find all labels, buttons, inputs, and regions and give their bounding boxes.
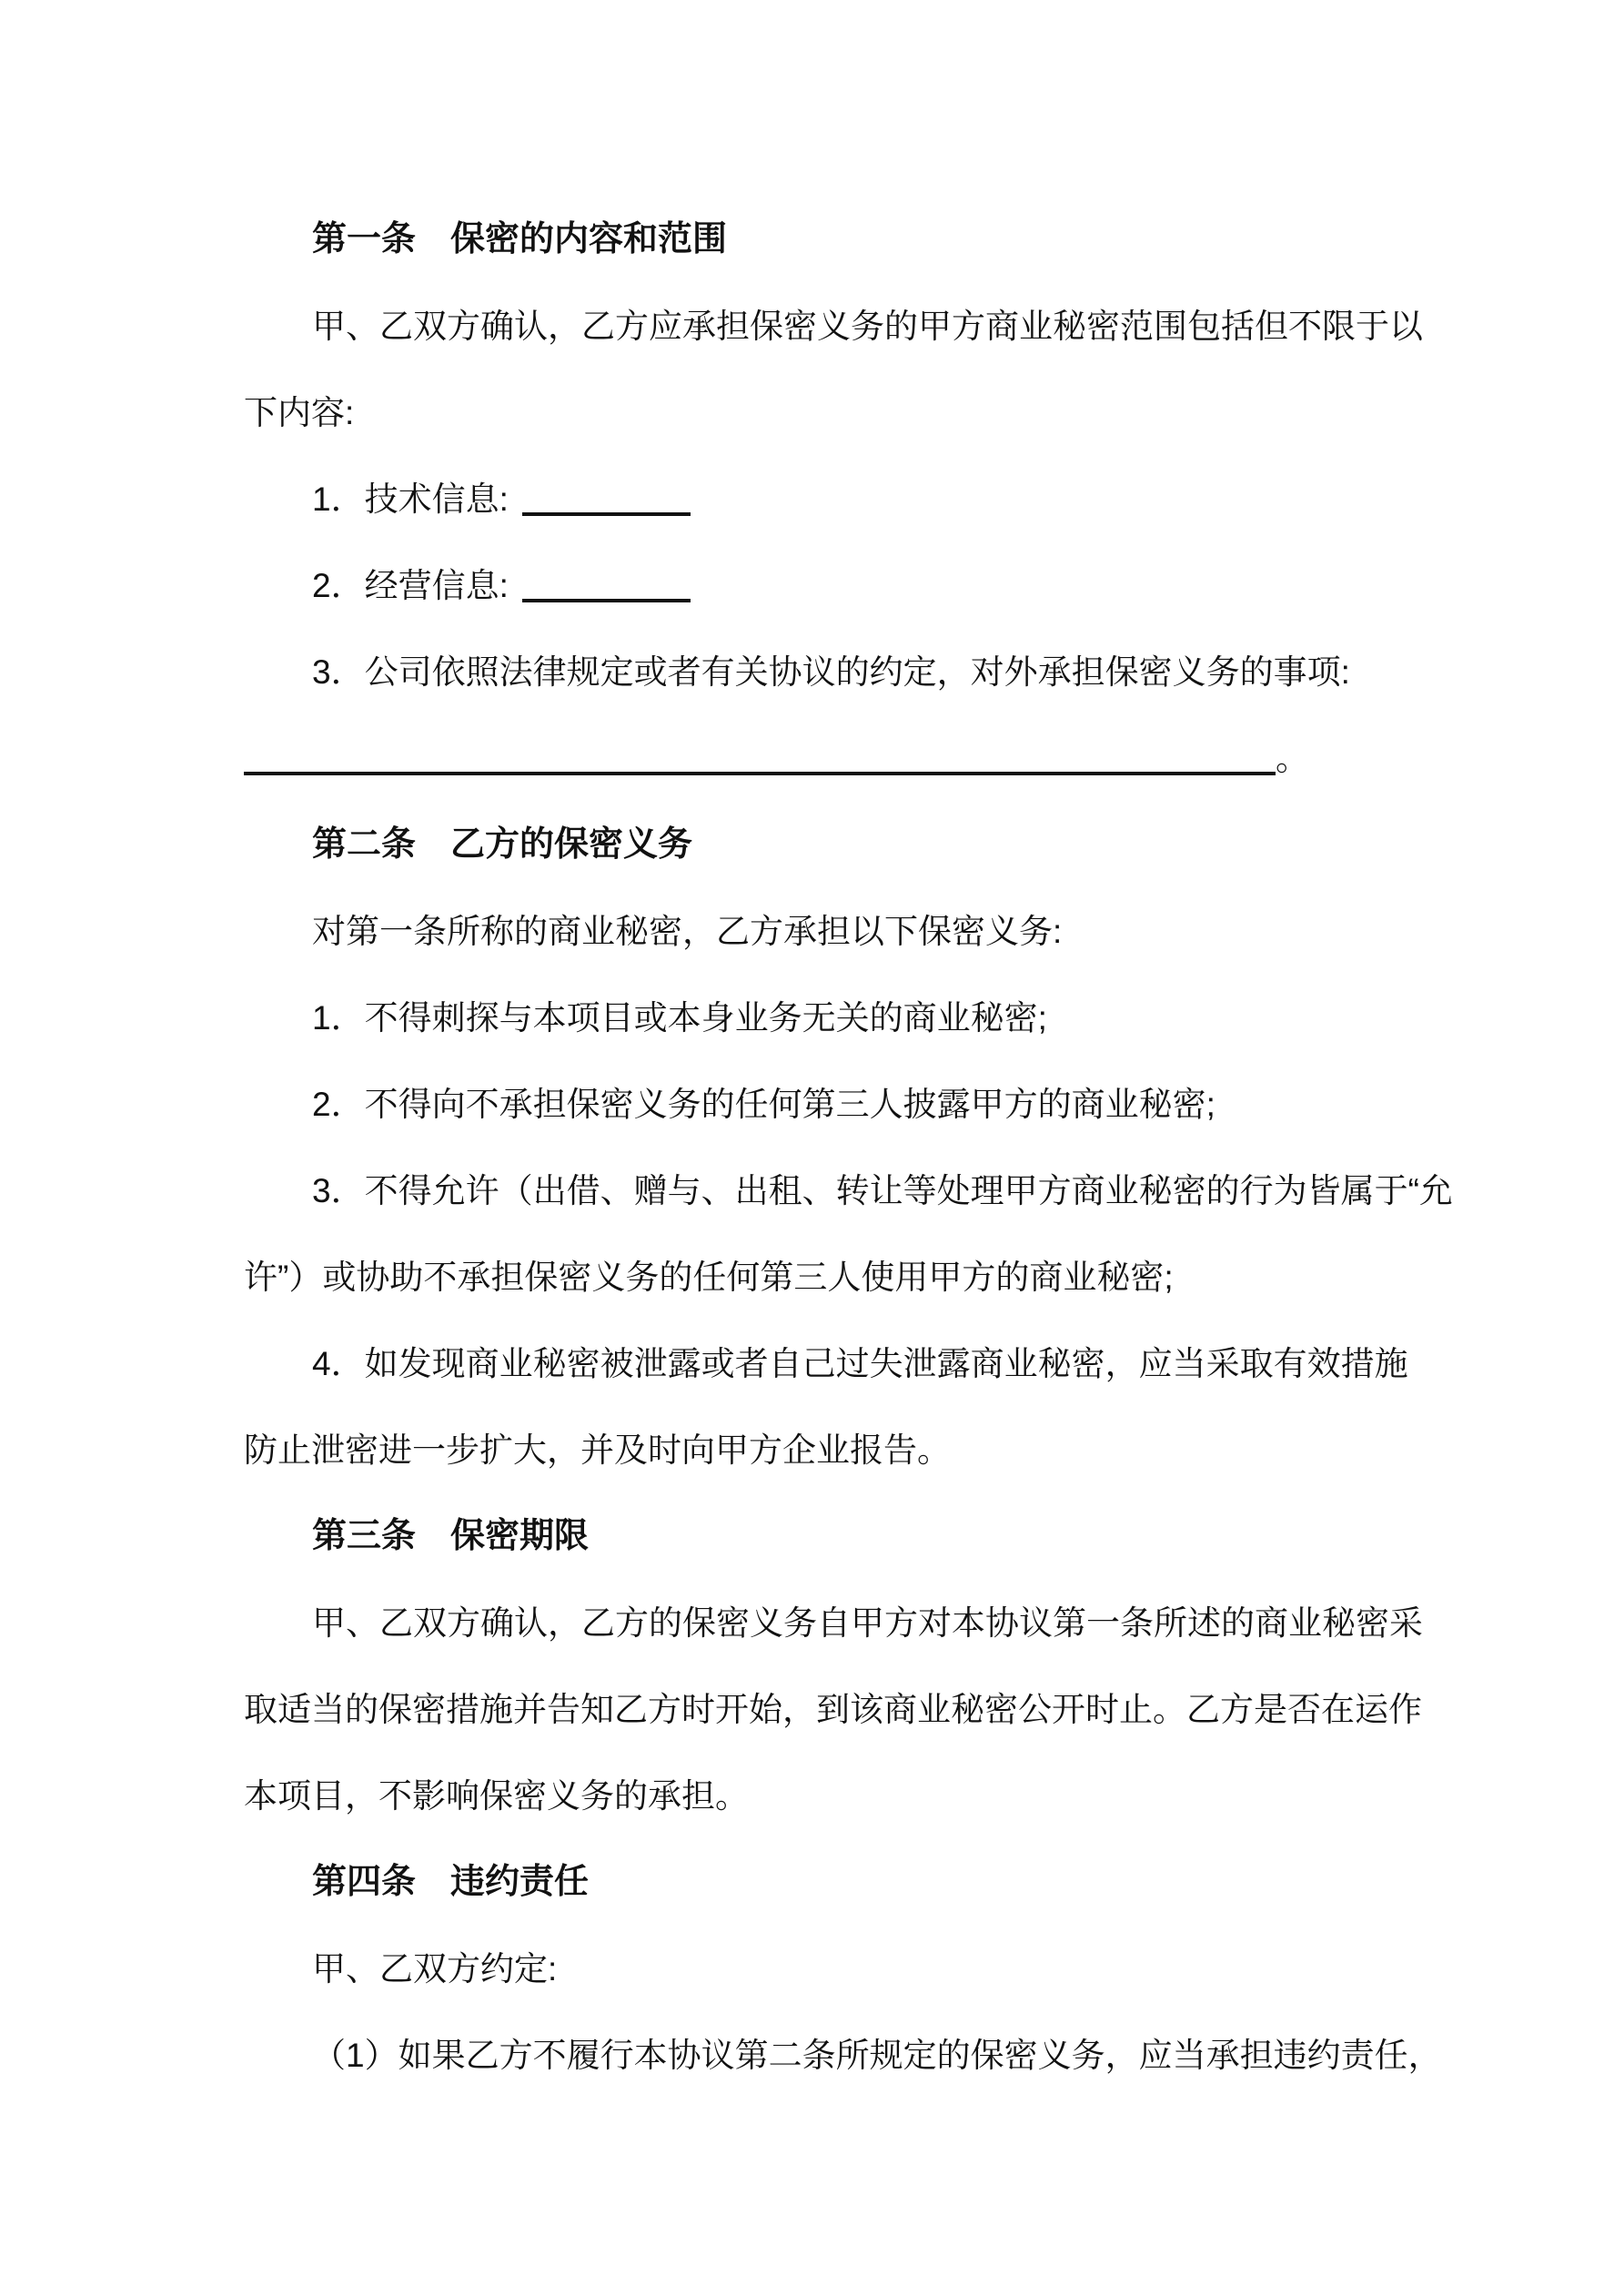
article-heading [244, 1839, 1399, 1926]
fill-in-blank [244, 738, 1276, 775]
line-text: 对第一条所称的商业秘密，乙方承担以下保密义务: [312, 913, 1063, 950]
line-text: 取适当的保密措施并告知乙方时开始，到该商业秘密公开时止。乙方是否在运作 [244, 1691, 1422, 1728]
article-heading [244, 1493, 1399, 1580]
text-line [244, 715, 1399, 802]
text-line [244, 2012, 1442, 2099]
line-text: 第三条 保密期限 [312, 1517, 590, 1555]
text-line [244, 1407, 1399, 1493]
line-text: 许”）或协助不承担保密义务的任何第三人使用甲方的商业秘密; [244, 1259, 1174, 1296]
line-text: （1）如果乙方不履行本协议第二条所规定的保密义务，应当承担违约责任， [312, 2037, 1442, 2074]
line-text: 1．技术信息: [312, 480, 509, 518]
text-line [244, 1580, 1423, 1666]
line-text: 第四条 违约责任 [312, 1863, 590, 1901]
text-line [244, 629, 1399, 715]
text-line [244, 1234, 1399, 1320]
text-line [244, 1061, 1399, 1148]
article-heading [244, 802, 1399, 888]
line-text: 1．不得刺探与本项目或本身业务无关的商业秘密; [312, 999, 1047, 1037]
line-text: 4．如发现商业秘密被泄露或者自己过失泄露商业秘密，应当采取有效措施 [312, 1345, 1408, 1382]
document-content [244, 197, 1453, 2099]
line-text: 甲、乙双方确认，乙方应承担保密义务的甲方商业秘密范围包括但不限于以 [312, 308, 1423, 345]
text-line [244, 283, 1423, 369]
line-text: 第一条 保密的内容和范围 [312, 220, 728, 258]
fill-in-blank [522, 565, 691, 602]
fill-in-blank [522, 479, 691, 516]
line-text: 下内容: [244, 394, 355, 431]
text-line [244, 542, 1399, 629]
text-line [244, 1148, 1453, 1234]
text-line [244, 1320, 1408, 1407]
article-heading [244, 197, 1399, 283]
line-text: 3．不得允许（出借、赠与、出租、转让等处理甲方商业秘密的行为皆属于“允 [312, 1172, 1453, 1209]
line-text: 2．不得向不承担保密义务的任何第三人披露甲方的商业秘密; [312, 1086, 1215, 1123]
line-text: 3．公司依照法律规定或者有关协议的约定，对外承担保密义务的事项: [312, 653, 1350, 691]
text-line [244, 456, 1399, 542]
line-suffix: 。 [1276, 740, 1309, 777]
text-line [244, 975, 1399, 1061]
line-text: 本项目，不影响保密义务的承担。 [244, 1777, 749, 1815]
text-line [244, 1753, 1399, 1839]
line-text: 甲、乙双方约定: [312, 1950, 558, 1988]
text-line [244, 1666, 1422, 1753]
text-line [244, 888, 1399, 975]
text-line [244, 369, 1399, 456]
line-text: 第二条 乙方的保密义务 [312, 825, 693, 864]
text-line [244, 1926, 1399, 2012]
line-text: 甲、乙双方确认，乙方的保密义务自甲方对本协议第一条所述的商业秘密采 [312, 1604, 1423, 1642]
line-text: 防止泄密进一步扩大，并及时向甲方企业报告。 [244, 1431, 951, 1469]
line-text: 2．经营信息: [312, 567, 509, 604]
